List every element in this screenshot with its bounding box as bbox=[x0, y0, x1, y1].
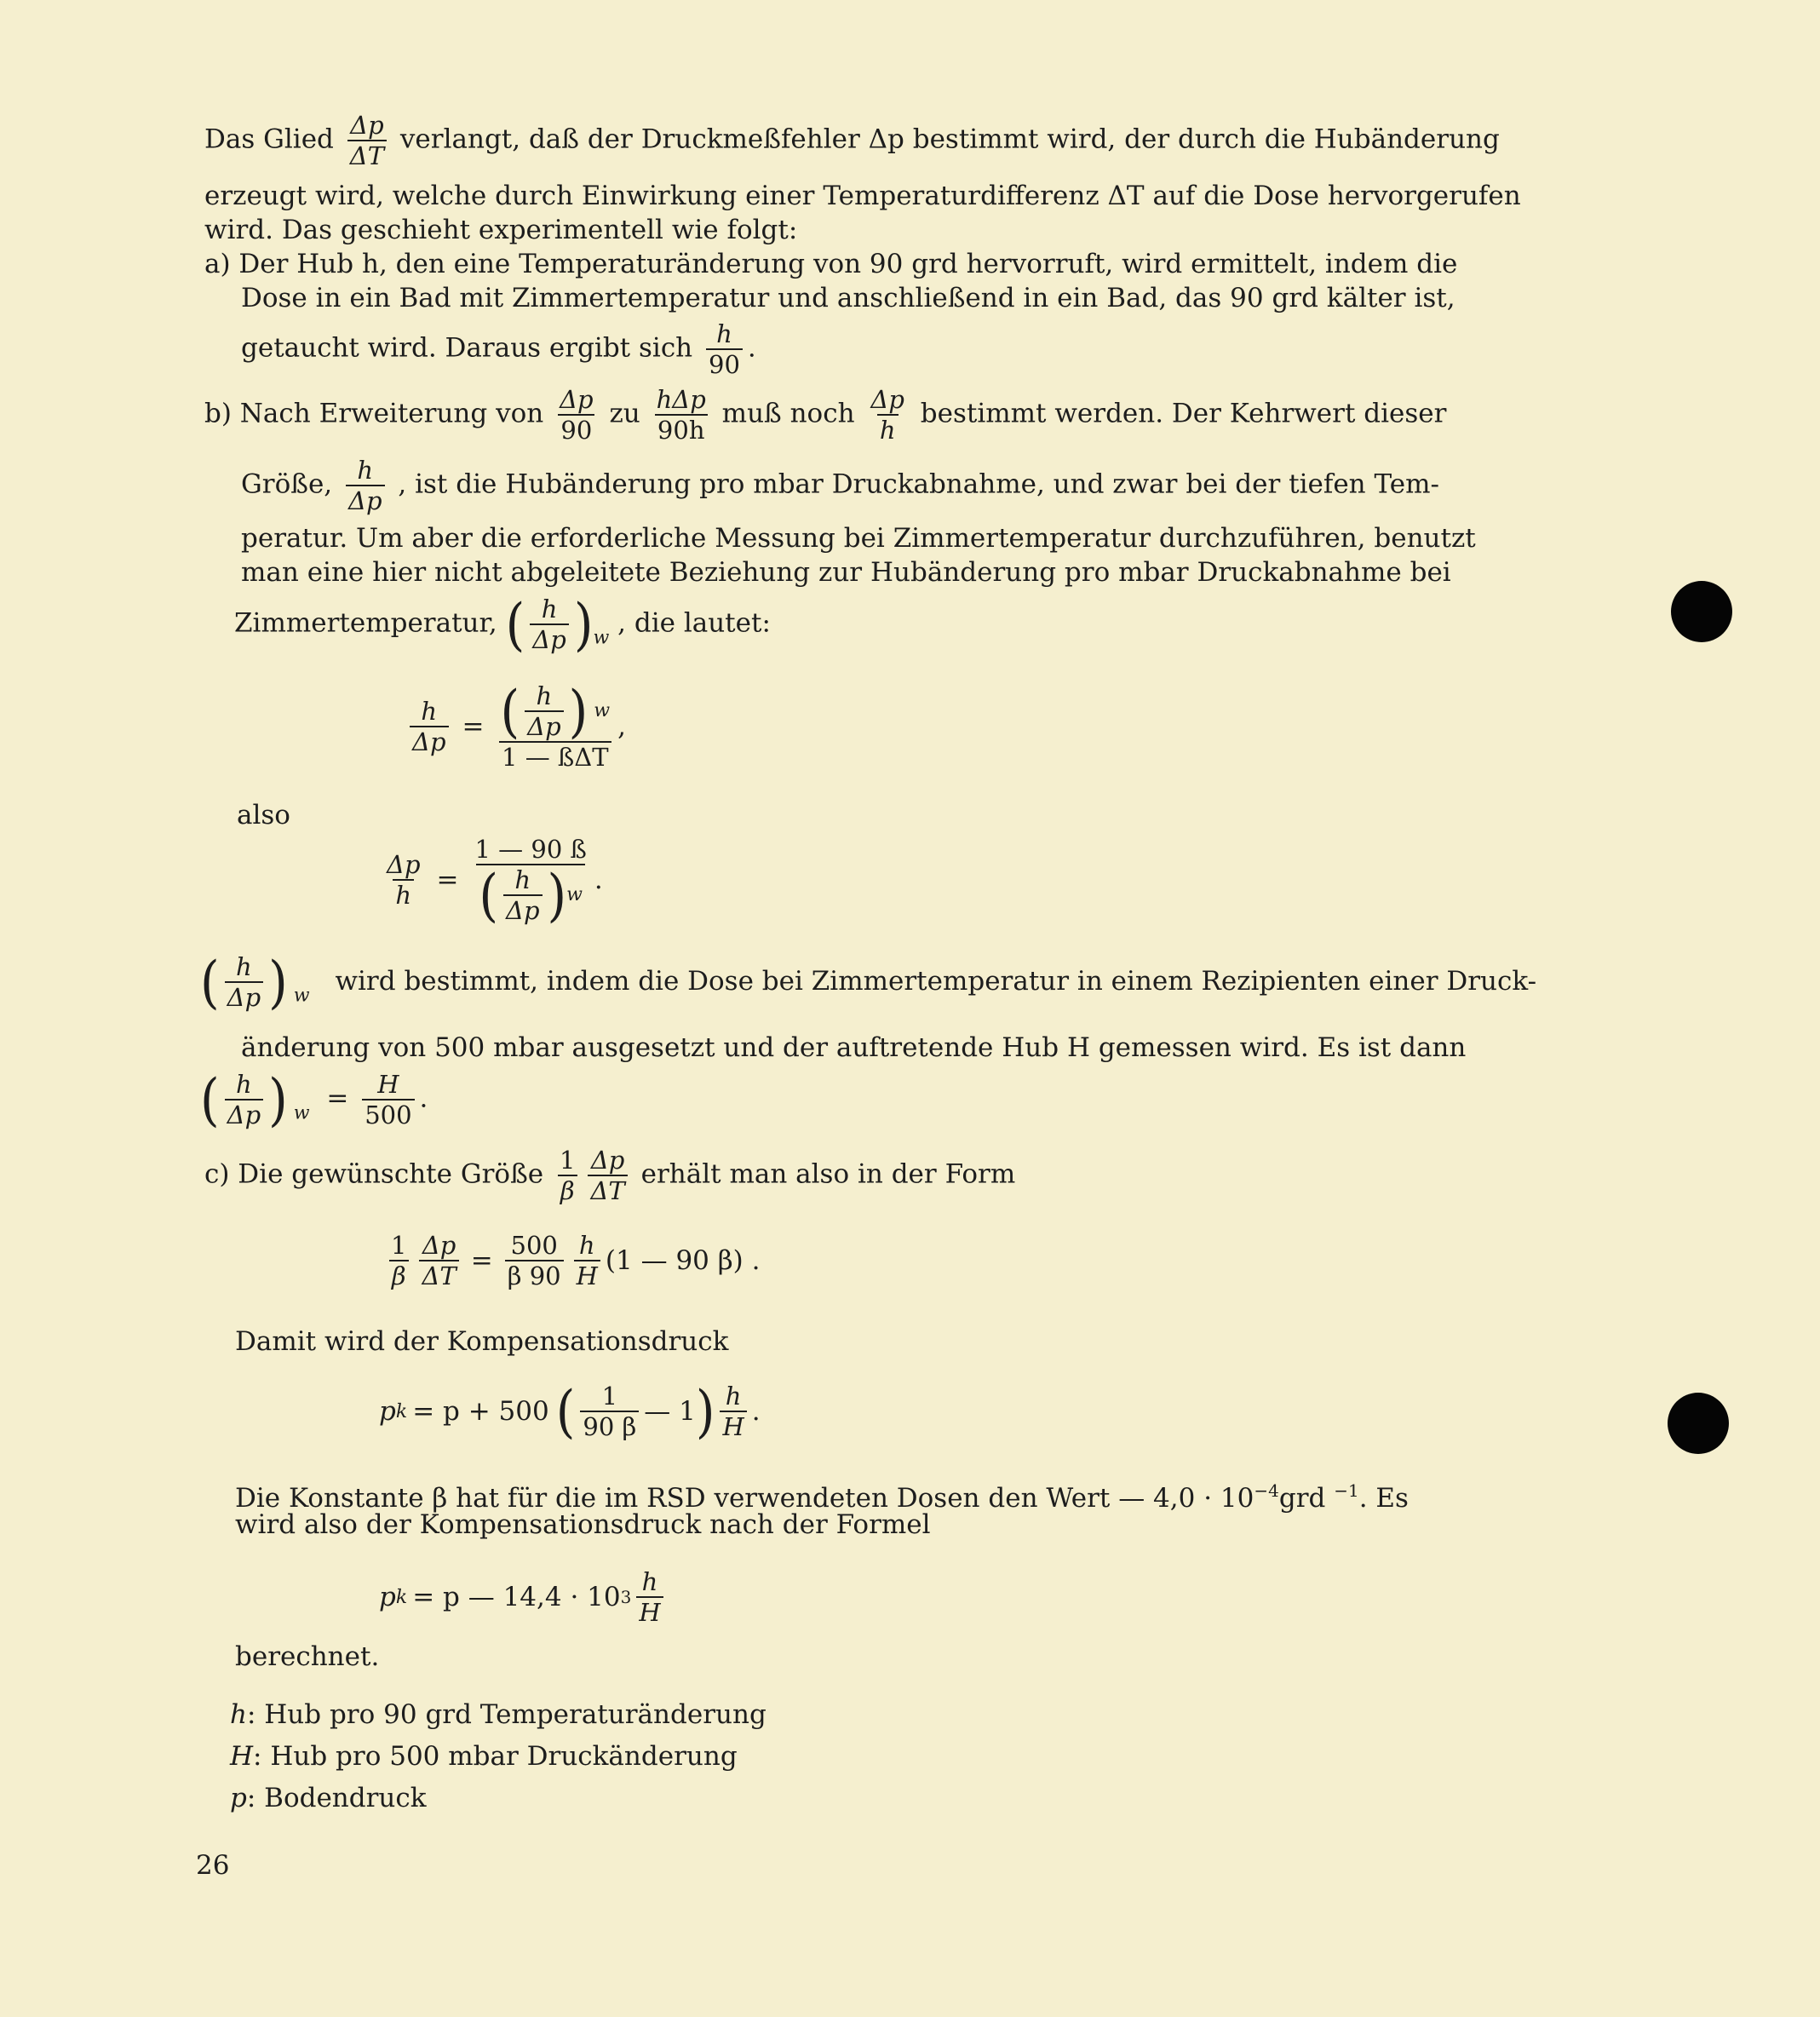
legend-item-p bbox=[230, 1781, 427, 1815]
eq4-lhs: p bbox=[379, 1396, 396, 1427]
fraction-numerator: h bbox=[421, 697, 438, 726]
w-line-3: ( $\frac{h}{\Delta p}$ ) $_w$ = $\frac{H}{500}$ . bbox=[200, 1066, 428, 1134]
item-b-text-3: muß noch bbox=[721, 398, 855, 429]
eq4-mid: = p + 500 bbox=[412, 1396, 549, 1427]
intro-line-2: erzeugt wird, welche durch Einwirkung einer Temperaturdifferenz ΔT auf die Dose hervorgerufen bbox=[204, 181, 1521, 211]
fraction-numerator: h bbox=[725, 1382, 742, 1411]
equation-2: $\frac{\Delta p}{h}$ = 1 — 90 ß ( $\frac{h}{\Delta p}$ ) w . bbox=[379, 835, 603, 925]
fraction-denominator: 90 bbox=[558, 414, 594, 445]
item-b-text-2: zu bbox=[609, 398, 640, 429]
fraction-denominator: 90 bbox=[706, 348, 743, 379]
eq5-sup: 3 bbox=[620, 1587, 632, 1607]
eq5-lhs: p bbox=[379, 1582, 396, 1612]
punch-hole-lower bbox=[1668, 1393, 1729, 1454]
fraction-denominator: 90 β bbox=[580, 1411, 639, 1441]
page-number: 26 bbox=[196, 1850, 230, 1881]
equation-5 bbox=[379, 1567, 669, 1627]
fraction-denominator: β bbox=[558, 1175, 577, 1205]
fraction-numerator: 1 — 90 ß bbox=[474, 835, 587, 864]
fraction-denominator: ΔT bbox=[419, 1260, 458, 1290]
intro-text-2: verlangt, daß der Druckmeßfehler Δp bestimmt wird, der durch die Hubänderung bbox=[399, 124, 1500, 155]
item-a-line-1: a) Der Hub h, den eine Temperaturänderung von 90 grd hervorruft, wird ermittelt, indem die bbox=[204, 249, 1458, 279]
fraction-numerator: H bbox=[377, 1070, 399, 1099]
konstante-mid: grd bbox=[1278, 1483, 1326, 1514]
fraction-numerator: 1 bbox=[391, 1231, 407, 1260]
fraction-denominator: h bbox=[393, 879, 414, 910]
intro-text-1: Das Glied bbox=[204, 124, 334, 155]
also-label: also bbox=[237, 800, 290, 830]
equation-1: $\frac{h}{\Delta p}$ = ( $\frac{h}{\Delta p}$ ) w 1 — ßΔT , bbox=[405, 681, 626, 772]
item-a-text: getaucht wird. Daraus ergibt sich bbox=[241, 332, 693, 364]
eq1-rhs: ( $\frac{h}{\Delta p}$ ) w 1 — ßΔT bbox=[500, 677, 611, 772]
fraction-numerator: h bbox=[641, 1567, 658, 1596]
fraction-numerator: h bbox=[236, 952, 252, 981]
berechnet-line: berechnet. bbox=[235, 1641, 380, 1672]
fraction-denominator: ΔT bbox=[347, 140, 387, 170]
eq4-lhs-sub: k bbox=[395, 1400, 408, 1422]
legend-item-h bbox=[230, 1698, 766, 1732]
item-c-text-1: c) Die gewünschte Größe bbox=[204, 1158, 544, 1190]
eq2-end: . bbox=[594, 865, 603, 895]
item-b-line-5: Zimmertemperatur, ( $\frac{h}{\Delta p}$ )$_w$ , die lautet: bbox=[234, 590, 771, 658]
item-b-text-5: Größe, bbox=[241, 468, 333, 500]
item-b-line-3: peratur. Um aber die erforderliche Messung bei Zimmertemperatur durchzuführen, benutzt bbox=[241, 523, 1476, 554]
item-c-text-2: erhält man also in der Form bbox=[640, 1158, 1016, 1190]
fraction-denominator: Δp bbox=[225, 1099, 264, 1129]
w-line-2: änderung von 500 mbar ausgesetzt und der auftretende Hub H gemessen wird. Es ist dann bbox=[241, 1032, 1467, 1063]
legend-symbol: H bbox=[230, 1741, 254, 1772]
fraction-denominator: Δp bbox=[410, 726, 449, 756]
item-a-end: . bbox=[747, 332, 756, 364]
item-b-text-1: b) Nach Erweiterung von bbox=[204, 398, 544, 429]
fraction-denominator: β 90 bbox=[505, 1260, 564, 1290]
fraction-dp-dT-c bbox=[588, 1146, 627, 1205]
fraction-denominator: Δp bbox=[525, 710, 564, 741]
fraction-numerator: Δp bbox=[590, 1146, 625, 1175]
fraction-denominator: H bbox=[720, 1411, 746, 1441]
item-b-line-4: man eine hier nicht abgeleitete Beziehung zur Hubänderung pro mbar Druckabnahme bei bbox=[241, 557, 1451, 588]
fraction-numerator: Δp bbox=[387, 850, 421, 879]
fraction-H-500 bbox=[362, 1070, 414, 1129]
fraction-numerator: h bbox=[357, 456, 374, 485]
fraction-denominator: H bbox=[636, 1596, 663, 1627]
fraction-numerator: h bbox=[716, 319, 732, 348]
legend-text: : Bodendruck bbox=[246, 1783, 427, 1813]
fraction-numerator: Δp bbox=[870, 385, 904, 414]
konstante-sup-1: −4 bbox=[1254, 1480, 1279, 1501]
eq5-lhs-sub: k bbox=[395, 1586, 408, 1608]
w-line-1: ( $\frac{h}{\Delta p}$ ) $_w$ wird bestimmt, indem die Dose bei Zimmertemperatur in einem Rezipienten einer Druck- bbox=[200, 948, 1537, 1016]
fraction-dp-h bbox=[868, 385, 907, 445]
fraction-denominator: Δp bbox=[346, 485, 385, 515]
fraction-hdp-90h bbox=[654, 385, 709, 445]
eq5-mid: = p — 14,4 · 10 bbox=[412, 1582, 621, 1612]
eq3-tail: (1 — 90 β) . bbox=[605, 1245, 761, 1276]
equation-3: $\frac{1}{\beta}$ $\frac{\Delta p}{\Delta T}$ = $\frac{500}{\beta 90}$ $\frac{h}{H}$ (1 — 90 β) . bbox=[383, 1231, 760, 1290]
fraction-denominator: 1 — ßΔT bbox=[499, 741, 611, 772]
damit-line: Damit wird der Kompensationsdruck bbox=[235, 1326, 729, 1357]
equation-4: p k = p + 500 ( $\frac{1}{90 \beta}$ — 1 ) $\frac{h}{H}$ . bbox=[379, 1377, 761, 1445]
fraction-numerator: Δp bbox=[350, 111, 384, 140]
legend-text: : Hub pro 500 mbar Druckänderung bbox=[253, 1741, 738, 1772]
fraction-h-dp bbox=[346, 456, 385, 515]
fraction-numerator: h bbox=[514, 865, 531, 894]
fraction-numerator: h bbox=[541, 595, 558, 623]
item-b-text-8: , die lautet: bbox=[617, 607, 771, 639]
item-b-text-6: , ist die Hubänderung pro mbar Druckabnahme, und zwar bei der tiefen Tem- bbox=[398, 468, 1439, 500]
legend-symbol: h bbox=[230, 1699, 247, 1730]
fraction-h-90 bbox=[706, 319, 743, 379]
legend-symbol: p bbox=[230, 1783, 247, 1813]
fraction-numerator: hΔp bbox=[656, 385, 706, 414]
item-c-line-1 bbox=[204, 1146, 1015, 1205]
fraction-denominator: β bbox=[389, 1260, 409, 1290]
intro-line-3: wird. Das geschieht experimentell wie folgt: bbox=[204, 215, 798, 245]
fraction-dp-90 bbox=[557, 385, 596, 445]
konstante-end: . Es bbox=[1358, 1483, 1409, 1514]
konstante-text-1: Die Konstante β hat für die im RSD verwendeten Dosen den Wert — 4,0 · 10 bbox=[235, 1483, 1254, 1514]
fraction-denominator: h bbox=[877, 414, 899, 445]
konstante-sup-2: −1 bbox=[1334, 1480, 1359, 1501]
fraction-1-beta bbox=[557, 1146, 577, 1205]
fraction-numerator: h bbox=[578, 1231, 595, 1260]
item-b-line-1 bbox=[204, 385, 1446, 445]
eq1-end: , bbox=[617, 711, 626, 742]
fraction-denominator: ΔT bbox=[588, 1175, 627, 1205]
eq4-minus: — 1 bbox=[644, 1396, 696, 1427]
fraction-denominator: 500 bbox=[362, 1099, 414, 1129]
intro-line-1 bbox=[204, 111, 1500, 170]
item-b-text-7: Zimmertemperatur, bbox=[234, 607, 497, 639]
fraction-denominator: Δp bbox=[503, 894, 543, 925]
legend-text: : Hub pro 90 grd Temperaturänderung bbox=[246, 1699, 766, 1730]
fraction-numerator: Δp bbox=[560, 385, 594, 414]
fraction-numerator: Δp bbox=[422, 1231, 456, 1260]
fraction-denominator: Δp bbox=[530, 623, 569, 654]
fraction-numerator: 500 bbox=[510, 1231, 558, 1260]
fraction-h-dp-w bbox=[530, 595, 569, 654]
fraction-numerator: h bbox=[536, 681, 553, 710]
fraction-dp-dT bbox=[347, 111, 387, 170]
punch-hole-upper bbox=[1671, 581, 1732, 642]
item-a-line-2: Dose in ein Bad mit Zimmertemperatur und anschließend in ein Bad, das 90 grd kälter ist, bbox=[241, 283, 1455, 313]
w-end: . bbox=[419, 1083, 428, 1114]
eq2-lhs bbox=[384, 850, 423, 910]
legend-item-H bbox=[230, 1739, 738, 1773]
w-text-1: wird bestimmt, indem die Dose bei Zimmertemperatur in einem Rezipienten einer Druck- bbox=[335, 965, 1537, 997]
item-b-line-2 bbox=[241, 456, 1439, 515]
item-b-text-4: bestimmt werden. Der Kehrwert dieser bbox=[920, 398, 1447, 429]
fraction-numerator: 1 bbox=[560, 1146, 576, 1175]
eq4-end: . bbox=[751, 1396, 761, 1427]
fraction-denominator: 90h bbox=[655, 414, 708, 445]
eq1-lhs bbox=[410, 697, 449, 756]
item-a-line-3 bbox=[241, 319, 756, 379]
fraction-denominator: Δp bbox=[225, 981, 264, 1012]
fraction-numerator: h bbox=[236, 1070, 252, 1099]
eq2-rhs: 1 — 90 ß ( $\frac{h}{\Delta p}$ ) w bbox=[473, 835, 589, 925]
fraction-numerator: 1 bbox=[601, 1382, 618, 1411]
konstante-line-2: wird also der Kompensationsdruck nach der Formel bbox=[235, 1509, 931, 1540]
fraction-denominator: H bbox=[574, 1260, 600, 1290]
